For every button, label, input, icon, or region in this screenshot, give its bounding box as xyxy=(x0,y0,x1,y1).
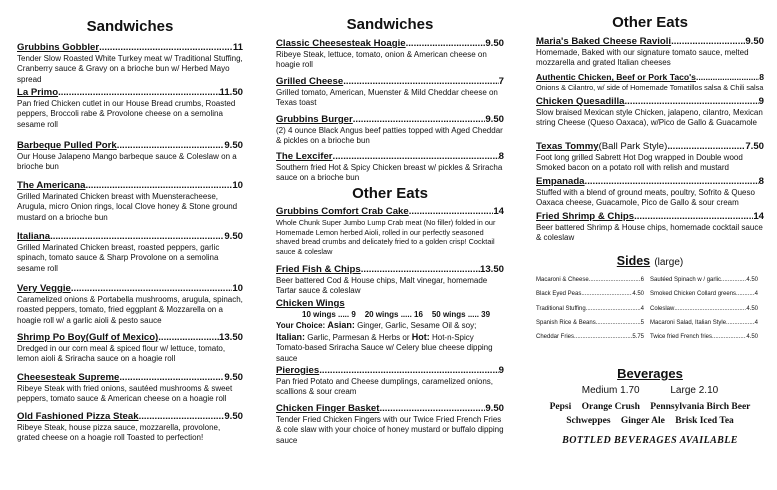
menu-item-wings xyxy=(276,298,504,364)
menu-item xyxy=(536,71,764,93)
menu-item xyxy=(17,140,243,173)
brand: Brisk Iced Tea xyxy=(675,416,734,426)
item-desc: Foot long grilled Sabrett Hot Dog wrapped in Double wood Smoked bacon on a potato roll with relish and mustard xyxy=(536,153,743,173)
item-name: The Americana xyxy=(17,180,86,191)
wing-italian-label: Italian: xyxy=(276,331,306,342)
menu-item xyxy=(17,231,243,274)
item-price: 8 xyxy=(498,151,504,162)
bottled-beverages-note: BOTTLED BEVERAGES AVAILABLE xyxy=(562,435,738,446)
item-price: 9.50 xyxy=(224,372,243,383)
item-price: 11.50 xyxy=(219,87,243,98)
sides-table xyxy=(536,277,764,348)
item-desc: Caramelized onions & Portabella mushrooms, arugula, spinach, roasted peppers, tomato, fried eggplant & Mozzarella on a hoagie roll w/ a garlic aioli & pesto sauce xyxy=(17,295,243,325)
side-item: Macaroni & Cheese ..... 6 xyxy=(536,277,650,291)
item-desc: Grilled Marinated Chicken breast with Muensteracheese, Arugula, micro Onion rings, local Clove honey & Stone ground mustard on a brioche bun xyxy=(17,192,238,222)
item-price: 13.50 xyxy=(218,332,243,343)
menu-item xyxy=(17,180,243,223)
item-name: Grubbins Gobbler xyxy=(17,42,100,53)
item-price: 14 xyxy=(493,206,504,217)
item-name: Chicken Quesadilla xyxy=(536,96,625,107)
sides-row xyxy=(536,306,764,320)
wing-choice-label: Your Choice: xyxy=(276,321,326,331)
item-desc: Dredged in our corn meal & spiced flour w/ lettuce, tomato, lemon aioli & Sriracha sauce on a hoagie roll xyxy=(17,344,226,364)
sides-row xyxy=(536,291,764,305)
item-name: Chicken Finger Basket xyxy=(276,403,380,414)
side-item: Smoked Chicken Collard greens ..... 4 xyxy=(650,291,764,305)
beverage-sizes xyxy=(536,385,764,396)
menu-item xyxy=(276,403,504,446)
menu-item xyxy=(276,76,504,109)
item-name: Very Veggie xyxy=(17,283,71,294)
side-item: Spanish Rice & Beans ..... 5 xyxy=(536,320,650,334)
item-name: Empanada xyxy=(536,176,585,187)
item-desc: Whole Chunk Super Jumbo Lump Crab meat (No filler) folded in our Homemade Lemon herbed Aioli, rolled in our perfectly seasoned shaved bread crumbs and delicately fried to a golden crisp! Cocktail sauce & coleslaw xyxy=(276,218,496,256)
item-name: Classic Cheesesteak Hoagie xyxy=(276,38,406,49)
item-desc: Our House Jalapeno Mango barbeque sauce & Coleslaw on a brioche bun xyxy=(17,152,237,172)
item-name: Grubbins Comfort Crab Cake xyxy=(276,206,409,217)
side-item: Sautéed Spinach w / garlic ..... 4.50 xyxy=(650,277,764,291)
item-price: 9.50 xyxy=(485,38,504,49)
item-price: 7.50 xyxy=(745,141,764,152)
item-price: 9.50 xyxy=(224,231,243,242)
item-desc: Ribeye Steak with fried onions, sautéed mushrooms & sweet peppers, tomato sauce & American cheese on a hoagie roll xyxy=(17,384,233,404)
side-item: Macaroni Salad, Italian Style ..... 4 xyxy=(650,320,764,334)
item-desc: Ribeye Steak, lettuce, tomato, onion & American cheese on hoagie roll xyxy=(276,50,487,70)
menu-item xyxy=(276,365,504,398)
item-price: 10 xyxy=(232,283,243,294)
wing-asian-label: Asian: xyxy=(327,320,355,331)
item-name: Italiana xyxy=(17,231,51,242)
item-desc: (2) 4 ounce Black Angus beef patties topped with Aged Cheddar & pickles on a brioche bun xyxy=(276,126,503,146)
beverage-large: Large 2.10 xyxy=(670,385,719,396)
item-price: 7 xyxy=(498,76,504,87)
beverage-brands-row-2 xyxy=(536,415,764,427)
menu-item xyxy=(17,372,243,405)
wing-asian-desc: Ginger, Garlic, Sesame Oil & soy; xyxy=(357,321,477,331)
item-price: 9.50 xyxy=(224,140,243,151)
sides-title: Sides xyxy=(616,254,651,268)
menu-item xyxy=(536,211,764,244)
side-item: Traditional Stuffing ..... 4 xyxy=(536,306,650,320)
item-name: Chicken Wings xyxy=(276,298,345,309)
item-name: Old Fashioned Pizza Steak xyxy=(17,411,139,422)
menu-item xyxy=(17,332,243,365)
section-title-sandwiches: Sandwiches xyxy=(86,18,174,35)
item-name: Pierogies xyxy=(276,365,320,376)
item-price: 9.50 xyxy=(485,403,504,414)
wing-counts: 10 wings ..... 9 20 wings ..... 16 50 wings ..... 39 xyxy=(302,310,491,319)
brand: Orange Crush xyxy=(581,402,640,412)
section-title-other-eats: Other Eats xyxy=(352,185,428,202)
sides-row xyxy=(536,334,764,348)
side-item: Cheddar Fries ..... 5.75 xyxy=(536,334,650,348)
item-price: 10 xyxy=(232,180,243,191)
section-title-other-eats: Other Eats xyxy=(612,14,688,31)
item-name: Shrimp Po Boy(Gulf of Mexico) xyxy=(17,332,159,343)
item-price: 9 xyxy=(758,96,764,107)
beverages-title: Beverages xyxy=(617,366,683,381)
sides-row xyxy=(536,320,764,334)
item-desc: Stuffed with a blend of ground meats, poultry, Sofrito & Queso Oaxaca cheese, Guacamole, Pico de Gallo & sour cream xyxy=(536,188,755,208)
menu-item xyxy=(536,36,764,69)
item-price: 13.50 xyxy=(479,264,504,275)
menu-item xyxy=(276,206,504,256)
item-price: 11 xyxy=(232,42,243,53)
item-name: Maria's Baked Cheese Ravioli xyxy=(536,36,672,47)
item-name: Cheesesteak Supreme xyxy=(17,372,120,383)
item-name: Fried Shrimp & Chips xyxy=(536,211,635,222)
item-price: 14 xyxy=(753,211,764,222)
item-price: 9.50 xyxy=(745,36,764,47)
item-name: La Primo xyxy=(17,87,59,98)
menu-item xyxy=(276,264,504,297)
item-desc xyxy=(276,320,504,364)
item-desc: Slow braised Mexican style Chicken, jalapeno, cilantro, Mexican string Cheese (Queso Oaxaca), w/Pico de Gallo & Guacamole xyxy=(536,108,763,128)
menu-item xyxy=(17,42,243,85)
item-desc: Grilled Marinated Chicken breast, roasted peppers, garlic spinach, tomato sauce & Sharp Provolone on a semolina sesame roll xyxy=(17,243,220,273)
menu-item xyxy=(536,96,764,129)
menu-item xyxy=(17,411,243,444)
menu-item xyxy=(17,87,243,130)
beverage-medium: Medium 1.70 xyxy=(581,385,640,396)
item-price: 8 xyxy=(758,176,764,187)
item-desc: Homemade, Baked with our signature tomato sauce, melted mozzarella and grated Italian cheeses xyxy=(536,48,749,68)
item-desc: Tender Slow Roasted White Turkey meat w/ Traditional Stuffing, Cranberry sauce & Gravy on a brioche bun w/ Herbed Mayo spread xyxy=(17,54,243,84)
item-name: Fried Fish & Chips xyxy=(276,264,361,275)
item-name: Authentic Chicken, Beef or Pork Taco's xyxy=(536,72,696,82)
item-price: 8 xyxy=(759,72,764,82)
brand: Pepsi xyxy=(549,402,572,412)
wing-hot-label: Hot: xyxy=(411,331,430,342)
item-desc: Grilled tomato, American, Muenster & Mild Cheddar cheese on Texas toast xyxy=(276,88,498,108)
item-desc: Beer battered Shrimp & House chips, homemade cocktail sauce & coleslaw xyxy=(536,223,763,243)
item-name: Grubbins Burger xyxy=(276,114,353,125)
menu-item xyxy=(536,141,764,174)
item-name: Barbeque Pulled Pork xyxy=(17,140,117,151)
item-price: 9.50 xyxy=(485,114,504,125)
wing-hot-desc: Hot-n-Spicy Tomato-based Sriracha Sauce w/ Celery blue cheese dipping sauce xyxy=(276,332,493,363)
item-desc: Tender Fried Chicken Fingers with our Twice Fried French Fries & cole slaw with your choice of honey mustard or buffalo dipping sauce xyxy=(276,415,504,445)
item-price: 9.50 xyxy=(224,411,243,422)
sides-row xyxy=(536,277,764,291)
item-desc: Pan fried Chicken cutlet in our House Bread crumbs, Roasted peppers, Broccoli rabe & Provolone cheese on a semolina sesame roll xyxy=(17,99,236,129)
item-desc: Southern fried Hot & Spicy Chicken breast w/ pickles & Sriracha sauce on a brioche bun xyxy=(276,163,503,183)
brand: Ginger Ale xyxy=(620,416,665,426)
brand: Pennsylvania Birch Beer xyxy=(650,402,751,412)
section-title-sandwiches: Sandwiches xyxy=(346,16,434,33)
brand: Schweppes xyxy=(566,416,611,426)
beverage-brands-row-1 xyxy=(536,401,764,413)
item-name: Texas Tommy xyxy=(536,141,599,152)
item-desc: Pan fried Potato and Cheese dumplings, caramelized onions, scallions & sour cream xyxy=(276,377,494,397)
menu-item xyxy=(276,114,504,147)
menu-item xyxy=(276,151,504,184)
item-name: The Lexcifer xyxy=(276,151,333,162)
item-desc: Beer battered Cod & House chips, Malt vinegar, homemade Tartar sauce & coleslaw xyxy=(276,276,488,296)
sides-heading xyxy=(536,252,764,269)
item-price: 9 xyxy=(498,365,504,376)
menu-item xyxy=(17,283,243,326)
item-desc: Onions & Cilantro, w/ side of Homemade Tomatillos salsa & Chili salsa xyxy=(536,83,764,92)
wing-italian-desc: Garlic, Parmesan & Herbs or xyxy=(307,332,410,342)
side-item: Twice fried French fries ..... 4.50 xyxy=(650,334,764,348)
item-name: Grilled Cheese xyxy=(276,76,344,87)
item-desc: Ribeye Steak, house pizza sauce, mozzarella, provolone, grated cheese on a hoagie roll Toasted to perfection! xyxy=(17,423,221,443)
item-name-extra: (Ball Park Style) xyxy=(598,141,668,152)
menu-item xyxy=(536,176,764,209)
menu-item xyxy=(276,38,504,71)
side-item: Coleslaw ..... 4.50 xyxy=(650,306,764,320)
side-item: Black Eyed Peas ..... 4.50 xyxy=(536,291,650,305)
sides-note: (large) xyxy=(654,257,684,268)
